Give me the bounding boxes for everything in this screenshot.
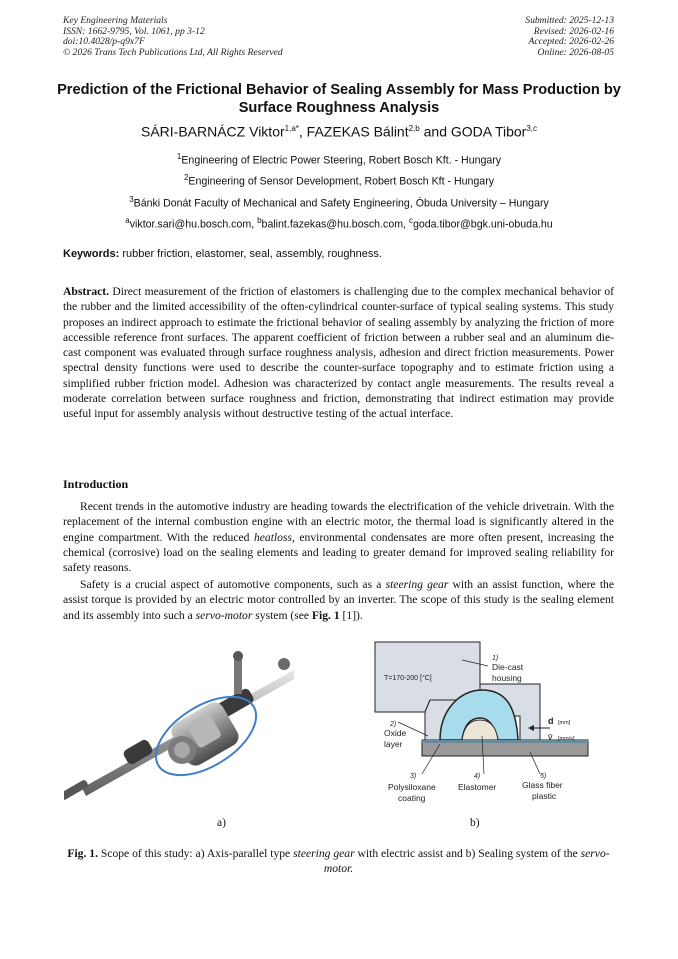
date-accepted: Accepted: 2026-02-26 xyxy=(528,36,614,48)
author-list xyxy=(40,120,638,141)
abstract-text: Direct measurement of the friction of elastomers is challenging due to the complex mechanical behavior of the rubber and the limited accessibility of the often-cylindrical counter-surface of typical sealing systems. This study proposes an indirect approach to estimate the frictional behavior of sealing assembly by analyzing the friction of more accessible reference front surfaces. The apparent coefficient of friction between a rubber seal and an aluminum die-cast component was evaluated through surface roughness analysis, adhesion and direct friction measurements. Power spectral density functions were used to describe the counter-surface topography and to estimate friction using a simplified rubber friction model. Adhesion was characterized by contact angle measurements. The results reveal a moderate correlation between surface roughness and friction, demonstrating that indirect estimation may provide useful input for assembly analysis without destructive testing of the actual interface. xyxy=(63,285,614,421)
label-5-num: 5) xyxy=(540,773,547,780)
text-run-italic: servo-motor. xyxy=(323,847,610,875)
text-run: Safety is a crucial aspect of automotive components, such as a xyxy=(80,578,386,591)
label-3-line1: Polysiloxane xyxy=(388,782,436,792)
email-sup: b xyxy=(257,216,262,225)
affiliation-2 xyxy=(40,171,638,189)
section-heading: Introduction xyxy=(63,477,129,491)
author-separator: , xyxy=(298,123,307,140)
temperature-label: T=170-200 [°C] xyxy=(384,675,432,682)
email-link[interactable]: goda.tibor@bgk.uni-obuda.hu xyxy=(412,218,553,231)
journal-header xyxy=(63,16,283,58)
label-5-line2: plastic xyxy=(532,791,557,801)
label-2-line2: layer xyxy=(384,739,403,749)
velocity-symbol: v̄ xyxy=(548,732,553,742)
intro-paragraph-1 xyxy=(63,499,614,575)
sealing-system-diagram xyxy=(370,640,590,810)
text-run-italic: servo-motor xyxy=(195,608,253,622)
keywords xyxy=(63,248,382,260)
keywords-text: rubber friction, elastomer, seal, assembly, roughness. xyxy=(122,248,382,260)
text-run: with an assist function, where the assist torque is provided by an electric motor controlled by an inverter. The scope of this study is the sealing element and its assembly into such a xyxy=(63,578,614,622)
affiliation-3 xyxy=(40,193,638,211)
email-sup: c xyxy=(408,216,413,225)
keywords-label: Keywords: xyxy=(63,248,120,260)
abstract-label: Abstract. xyxy=(63,285,110,298)
figure-label-a: a) xyxy=(217,817,226,829)
text-run: Recent trends in the automotive industry are heading towards the electrification of the vehicle drivetrain. With the replacement of the internal combustion engine with an electric motor, the thermal load is significantly altered in the engine compartment. With the reduced xyxy=(63,500,614,544)
text-run: [1]). xyxy=(339,608,363,622)
author-separator: and xyxy=(419,123,451,140)
figure-reference[interactable]: Fig. 1 xyxy=(311,608,340,622)
author-sup: 1,a* xyxy=(284,124,299,133)
affiliation-text: Engineering of Sensor Development, Robert Bosch Kft - Hungary xyxy=(188,175,495,188)
label-1-num: 1) xyxy=(492,655,499,662)
text-run: Scope of this study: a) Axis-parallel type xyxy=(97,847,294,860)
email-link[interactable]: balint.fazekas@hu.bosch.com xyxy=(261,218,404,231)
figure-label-b: b) xyxy=(470,817,480,829)
label-3-line2: coating xyxy=(398,793,426,803)
displacement-unit: [mm] xyxy=(558,720,571,726)
abstract xyxy=(63,284,614,422)
text-run-italic: heatloss, xyxy=(253,530,295,544)
figure-caption xyxy=(63,847,614,876)
label-4-line1: Elastomer xyxy=(458,782,497,792)
displacement-symbol: d xyxy=(548,716,554,726)
steering-gear-image xyxy=(64,648,294,810)
label-1-line1: Die-cast xyxy=(492,662,524,672)
journal-issn: ISSN: 1662-9795, Vol. 1061, pp 3-12 xyxy=(63,25,205,37)
author-name: SÁRI-BARNÁCZ Viktor xyxy=(140,123,285,140)
text-run: environmental condensates are more often present, increasing the chemical (corrosive) load on the sealing elements and leading to greater demand for improved sealing reliability for safety reasons. xyxy=(63,530,614,575)
caption-label: Fig. 1. xyxy=(67,847,98,860)
label-4-num: 4) xyxy=(474,773,481,780)
affiliation-text: Engineering of Electric Power Steering, Robert Bosch Kft. - Hungary xyxy=(181,154,502,167)
author-name: FAZEKAS Bálint xyxy=(306,123,409,140)
journal-copyright: © 2026 Trans Tech Publications Ltd, All Rights Reserved xyxy=(63,46,283,58)
text-run: system (see xyxy=(252,608,312,622)
affiliation-sup: 3 xyxy=(129,195,134,204)
affiliation-sup: 1 xyxy=(176,152,182,161)
intro-paragraph-2 xyxy=(63,577,614,623)
label-2-num: 2) xyxy=(390,721,397,728)
affiliation-sup: 2 xyxy=(183,173,189,182)
date-revised: Revised: 2026-02-16 xyxy=(533,25,614,37)
text-run-italic: steering gear xyxy=(385,578,449,591)
affiliation-1 xyxy=(40,150,638,168)
paper-title: Prediction of the Frictional Behavior of Sealing Assembly for Mass Production by Surface Roughness Analysis xyxy=(57,82,621,116)
email-sup: a xyxy=(125,216,130,225)
journal-name: Key Engineering Materials xyxy=(63,15,168,26)
label-2-line1: Oxide xyxy=(384,728,407,738)
author-name: GODA Tibor xyxy=(450,123,527,140)
date-submitted: Submitted: 2025-12-13 xyxy=(525,15,614,26)
label-3-num: 3) xyxy=(410,773,417,780)
label-5-line1: Glass fiber xyxy=(522,780,563,790)
email-list: $^a$viktor.sari@hu.bosch.com, $^b$balint.fazekas@hu.bosch.com, $^c$goda.tibor@bgk.uni-obuda.hu xyxy=(125,216,553,231)
label-1-line2: housing xyxy=(492,673,522,683)
journal-doi: doi:10.4028/p-q9x7F xyxy=(63,36,145,48)
author-sup: 3,c xyxy=(526,124,538,133)
author-sup: 2,b xyxy=(408,124,420,133)
dates-header xyxy=(525,16,614,58)
affiliation-text: Bánki Donát Faculty of Mechanical and Safety Engineering, Óbuda University – Hungary xyxy=(133,197,549,210)
text-run: with electric assist and b) Sealing system of the xyxy=(354,847,581,860)
text-run-italic: steering gear xyxy=(293,847,355,860)
email-link[interactable]: viktor.sari@hu.bosch.com xyxy=(129,218,252,231)
date-online: Online: 2026-08-05 xyxy=(537,46,614,58)
velocity-unit: [mm/s] xyxy=(558,736,575,742)
